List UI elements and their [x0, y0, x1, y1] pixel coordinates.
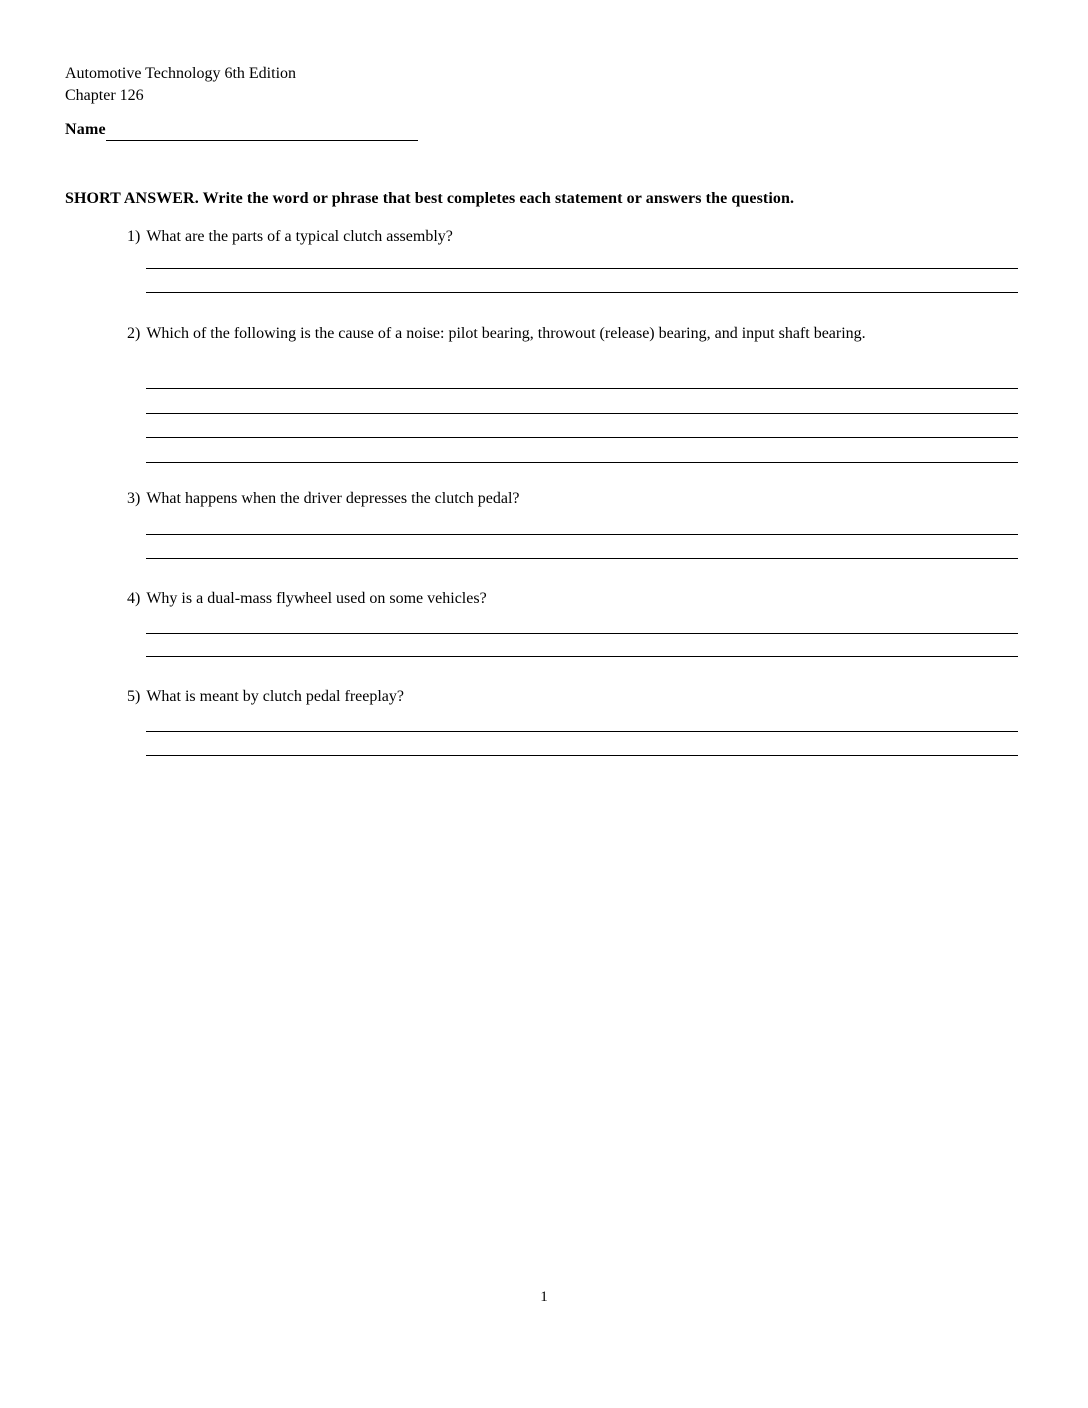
question-1-text: What are the parts of a typical clutch assembly?	[146, 228, 453, 245]
question-4	[127, 588, 487, 610]
question-5-number: 5)	[127, 688, 141, 705]
question-2	[127, 323, 866, 345]
question-2-number: 2)	[127, 325, 141, 342]
answer-line	[146, 558, 1018, 559]
answer-line	[146, 388, 1018, 389]
answer-line	[146, 413, 1018, 414]
question-2-text: Which of the following is the cause of a noise: pilot bearing, throwout (release) bearing, and input shaft bearing.	[146, 325, 866, 342]
question-3-text: What happens when the driver depresses the clutch pedal?	[146, 490, 520, 507]
question-4-text: Why is a dual-mass flywheel used on some vehicles?	[146, 590, 487, 607]
answer-line	[146, 292, 1018, 293]
question-1-number: 1)	[127, 228, 141, 245]
answer-line	[146, 437, 1018, 438]
name-field-row	[65, 118, 418, 141]
section-instructions: SHORT ANSWER. Write the word or phrase that best completes each statement or answers the question.	[65, 190, 795, 207]
name-blank-line	[106, 118, 418, 141]
answer-line	[146, 731, 1018, 732]
question-5	[127, 686, 404, 708]
answer-line	[146, 534, 1018, 535]
answer-line	[146, 268, 1018, 269]
document-title: Automotive Technology 6th Edition	[65, 65, 297, 82]
answer-line	[146, 755, 1018, 756]
page-number: 1	[540, 1289, 548, 1305]
answer-line	[146, 633, 1018, 634]
question-5-text: What is meant by clutch pedal freeplay?	[146, 688, 404, 705]
question-3	[127, 488, 520, 510]
chapter-subtitle: Chapter 126	[65, 87, 144, 104]
answer-line	[146, 462, 1018, 463]
question-4-number: 4)	[127, 590, 141, 607]
question-1	[127, 226, 453, 248]
question-3-number: 3)	[127, 490, 141, 507]
answer-line	[146, 656, 1018, 657]
name-label: Name	[65, 121, 106, 139]
